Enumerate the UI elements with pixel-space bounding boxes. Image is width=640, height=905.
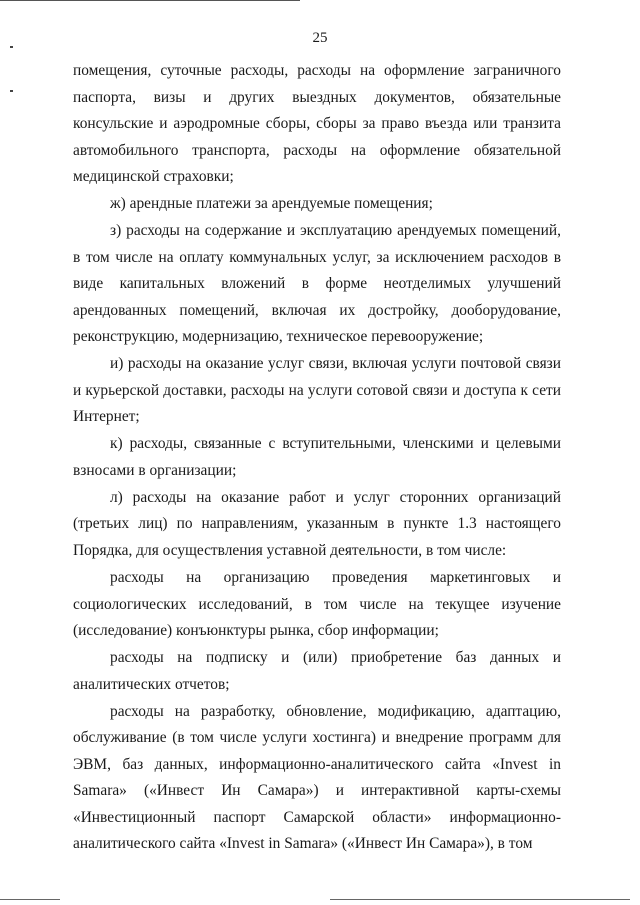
scan-top-rule xyxy=(0,0,300,1)
paragraph: помещения, суточные расходы, расходы на оформление заграничного паспорта, визы и других выездных документов, обязательные консульские и аэродромные сборы, сборы за право въезда или транзита автомобильного транспорта, расходы на оформление обязательной медицинской страховки; xyxy=(73,62,561,185)
paragraph: к) расходы, связанные с вступительными, членскими и целевыми взносами в организации; xyxy=(73,435,561,479)
paragraph: з) расходы на содержание и эксплуатацию арендуемых помещений, в том числе на оплату коммунальных услуг, за исключением расходов в виде капитальных вложений в форме неотделимых улучшений арендованных помещений, включая их достройку, дооборудование, реконструкцию, модернизацию, техническое перевооружение; xyxy=(73,222,561,346)
scan-bottom-rule xyxy=(330,899,630,900)
paragraph: расходы на подписку и (или) приобретение баз данных и аналитических отчетов; xyxy=(73,649,561,693)
paragraph: ж) арендные платежи за арендуемые помещения; xyxy=(110,195,433,213)
scan-edge-mark xyxy=(10,90,13,92)
paragraph: л) расходы на оказание работ и услуг сторонних организаций (третьих лиц) по направлениям, указанным в пункте 1.3 настоящего Порядка, для осуществления уставной деятельности, в том числе: xyxy=(73,488,561,559)
body-text xyxy=(73,58,561,858)
paragraph: и) расходы на оказание услуг связи, включая услуги почтовой связи и курьерской доставки, расходы на услуги сотовой связи и доступа к сети Интернет; xyxy=(73,355,561,426)
paragraph: расходы на организацию проведения маркетинговых и социологических исследований, в том числе на текущее изучение (исследование) конъюнктуры рынка, сбор информации; xyxy=(73,569,561,640)
scan-bottom-rule xyxy=(0,899,60,900)
paragraph: расходы на разработку, обновление, модификацию, адаптацию, обслуживание (в том числе услуги хостинга) и внедрение программ для ЭВМ, баз данных, информационно-аналитического сайта «Invest in Samara» («Инвест Ин Самара») и интерактивной карты-схемы «Инвестиционный паспорт Самарской области» информационно-аналитического сайта «Invest in Samara» («Инвест Ин Самара»), в том xyxy=(73,702,561,853)
page-number: 25 xyxy=(312,30,328,46)
